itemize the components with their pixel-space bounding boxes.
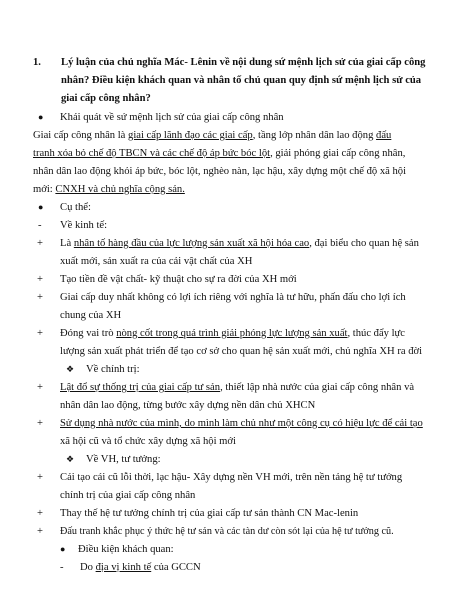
culture-item-1: Cải tạo cái cũ lỗi thời, lạc hậu- Xây dựng nền VH mới, trên nền tảng hệ tư tưởng bbox=[60, 472, 403, 483]
economy-item-2: Tạo tiền đề vật chất- kỹ thuật cho sự ra đời của XH mới bbox=[60, 274, 297, 285]
bullet-icon: ● bbox=[60, 544, 66, 554]
heading-line-1: Lý luận của chủ nghĩa Mác- Lênin về nội dung sứ mệnh lịch sử của giai cấp công bbox=[61, 57, 426, 68]
plus-marker: + bbox=[37, 508, 43, 519]
summary-line-1: Giai cấp công nhân là giai cấp lãnh đạo các giai cấp, tầng lớp nhân dân lao động đấu bbox=[33, 130, 392, 141]
plus-marker: + bbox=[37, 382, 43, 393]
bullet-icon: ● bbox=[38, 202, 44, 212]
summary-line-4: mới: CNXH và chủ nghĩa cộng sản. bbox=[33, 184, 185, 195]
politics-item-2: Sử dụng nhà nước của mình, do mình làm chủ như một công cụ có hiệu lực để cải tạo bbox=[60, 418, 423, 429]
summary-line-3: nhân dân lao động khỏi áp bức, bóc lột, nghèo nàn, lạc hậu, xây dựng một chế độ xã hội bbox=[33, 166, 407, 177]
politics-item-2-cont: xã hội cũ và tổ chức xây dựng xã hội mới bbox=[60, 436, 236, 447]
conditions-item-1: Do địa vị kinh tế của GCCN bbox=[80, 562, 201, 573]
politics-item-1: Lật đổ sự thống trị của giai cấp tư sản, thiết lập nhà nước của giai cấp công nhân và bbox=[60, 382, 415, 393]
plus-marker: + bbox=[37, 274, 43, 285]
dash-marker: - bbox=[38, 220, 42, 231]
dash-marker: - bbox=[60, 562, 64, 573]
diamond-bullet-icon: ❖ bbox=[66, 454, 75, 464]
culture-item-3: Đấu tranh khắc phục ý thức hệ tư sản và các tàn dư còn sót lại của hệ tư tưởng cũ. bbox=[60, 526, 394, 537]
summary-line-2: tranh xóa bỏ chế độ TBCN và các chế độ áp bức bóc lột, giải phóng giai cấp công nhân, bbox=[33, 148, 406, 159]
economy-item-3-cont: chung của XH bbox=[60, 310, 122, 321]
economy-item-4: Đóng vai trò nòng cốt trong quá trình giải phóng lực lượng sản xuất, thúc đẩy lực bbox=[60, 328, 405, 339]
plus-marker: + bbox=[37, 238, 43, 249]
heading-line-3: giai cấp công nhân? bbox=[61, 93, 151, 104]
plus-marker: + bbox=[37, 526, 43, 537]
heading-number: 1. bbox=[33, 57, 41, 68]
culture-item-2: Thay thế hệ tư tưởng chính trị của giai cấp tư sản thành CN Mac-lenin bbox=[60, 508, 359, 519]
heading-line-2: nhân? Điều kiện khách quan và nhân tố chủ quan quy định sứ mệnh lịch sử của bbox=[61, 75, 422, 86]
economy-item-1: Là nhân tố hàng đầu của lực lượng sản xuất xã hội hóa cao, đại biểu cho quan hệ sản bbox=[60, 238, 419, 249]
plus-marker: + bbox=[37, 472, 43, 483]
politics-heading: Về chính trị: bbox=[86, 364, 140, 375]
conditions-title: Điều kiện khách quan: bbox=[78, 544, 174, 555]
economy-heading: Về kinh tế: bbox=[60, 220, 108, 231]
summary-title: Khái quát về sứ mệnh lịch sử của giai cấp công nhân bbox=[60, 112, 284, 123]
diamond-bullet-icon: ❖ bbox=[66, 364, 75, 374]
economy-item-4-cont: lượng sản xuất phát triển để tạo cơ sở cho quan hệ sản xuất mới, chủ nghĩa XH ra đời bbox=[60, 346, 423, 357]
culture-item-1-cont: chính trị của giai cấp công nhân bbox=[60, 490, 196, 501]
specifics-title: Cụ thể: bbox=[60, 202, 91, 213]
plus-marker: + bbox=[37, 292, 43, 303]
politics-item-1-cont: nhân dân lao động, từng bước xây dựng nền dân chủ XHCN bbox=[60, 400, 316, 411]
economy-item-1-cont: xuất mới, sản xuất ra của cải vật chất của XH bbox=[60, 256, 253, 267]
bullet-icon: ● bbox=[38, 112, 44, 122]
economy-item-3: Giai cấp duy nhất không có lợi ích riêng với nghĩa là tư hữu, phấn đấu cho lợi ích bbox=[60, 292, 406, 303]
plus-marker: + bbox=[37, 418, 43, 429]
culture-heading: Về VH, tư tưởng: bbox=[86, 454, 161, 465]
plus-marker: + bbox=[37, 328, 43, 339]
